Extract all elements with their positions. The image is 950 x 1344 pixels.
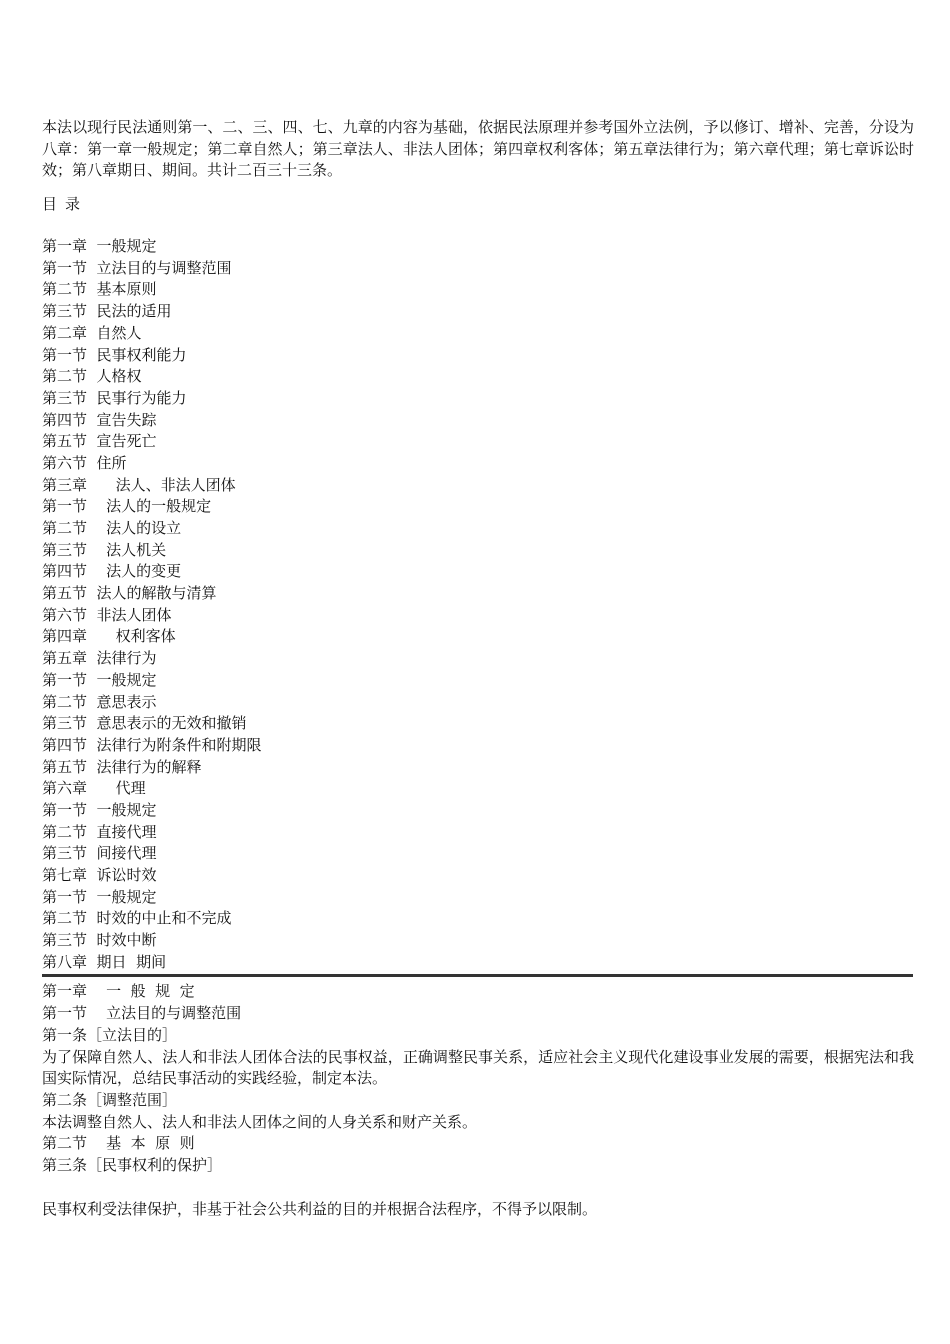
chapter-title: 第一章 一 般 规 定 [42,982,195,1001]
toc-entry: 第一节 一般规定 [42,800,157,819]
toc-entry: 第七章 诉讼时效 [42,866,157,885]
toc-entry: 第一节 法人的一般规定 [42,497,212,516]
toc-entry: 第一章 一般规定 [42,237,157,256]
article-title: 第二条［调整范围］ [42,1090,178,1109]
toc-entry: 第四章 权利客体 [42,627,176,646]
toc-entry: 第三节 间接代理 [42,844,157,863]
toc-entry: 第四节 法律行为附条件和附期限 [42,735,262,754]
toc-entry: 第三节 法人机关 [42,540,167,559]
intro-paragraph: 本法以现行民法通则第一、二、三、四、七、九章的内容为基础，依据民法原理并参考国外立法例，予以修订、增补、完善，分设为八章：第一章一般规定；第二章自然人；第三章法人、非法人团体；第四章权利客体；第五章法律行为；第六章代理；第七章诉讼时效；第八章期日、期间。共计二百三十三条。 [42,118,914,180]
toc-heading: 目录 [42,195,89,214]
toc-entry: 第二节 基本原则 [42,280,157,299]
section-title: 第一节 立法目的与调整范围 [42,1004,242,1023]
section-title: 第二节 基 本 原 则 [42,1134,195,1153]
toc-entry: 第五章 法律行为 [42,649,157,668]
toc-entry: 第二节 人格权 [42,367,142,386]
article-title: 第三条［民事权利的保护］ [42,1156,223,1175]
toc-entry: 第四节 宣告失踪 [42,410,157,429]
toc-entry: 第一节 一般规定 [42,887,157,906]
section-divider [42,974,913,977]
toc-entry: 第三节 时效中断 [42,931,157,950]
toc-entry: 第八章 期日 期间 [42,952,167,971]
toc-entry: 第六章 代理 [42,779,146,798]
toc-entry: 第一节 立法目的与调整范围 [42,258,232,277]
article-title: 第一条［立法目的］ [42,1025,178,1044]
toc-entry: 第四节 法人的变更 [42,562,182,581]
toc-entry: 第二节 时效的中止和不完成 [42,909,232,928]
toc-entry: 第五节 法人的解散与清算 [42,584,217,603]
article-text: 民事权利受法律保护，非基于社会公共利益的目的并根据合法程序，不得予以限制。 [42,1199,598,1218]
toc-entry: 第二节 意思表示 [42,692,157,711]
toc-entry: 第六节 住所 [42,453,127,472]
article-text: 为了保障自然人、法人和非法人团体合法的民事权益，正确调整民事关系，适应社会主义现代化建设事业发展的需要，根据宪法和我国实际情况，总结民事活动的实践经验，制定本法。 [42,1047,914,1088]
law-body [42,981,914,1220]
toc-entry: 第三章 法人、非法人团体 [42,475,236,494]
toc-entry: 第三节 民法的适用 [42,302,172,321]
toc-entry: 第五节 宣告死亡 [42,432,157,451]
article-text: 本法调整自然人、法人和非法人团体之间的人身关系和财产关系。 [42,1112,478,1131]
toc-entry: 第二节 直接代理 [42,822,157,841]
toc-entry: 第六节 非法人团体 [42,605,172,624]
toc-entry: 第二章 自然人 [42,323,142,342]
toc-entry: 第一节 民事权利能力 [42,345,187,364]
toc-entry: 第一节 一般规定 [42,670,157,689]
table-of-contents [42,236,914,973]
toc-entry: 第三节 民事行为能力 [42,388,187,407]
toc-entry: 第二节 法人的设立 [42,519,182,538]
toc-entry: 第五节 法律行为的解释 [42,757,202,776]
document-page [42,117,914,1220]
toc-entry: 第三节 意思表示的无效和撤销 [42,714,247,733]
paragraph-gap [42,1177,914,1199]
